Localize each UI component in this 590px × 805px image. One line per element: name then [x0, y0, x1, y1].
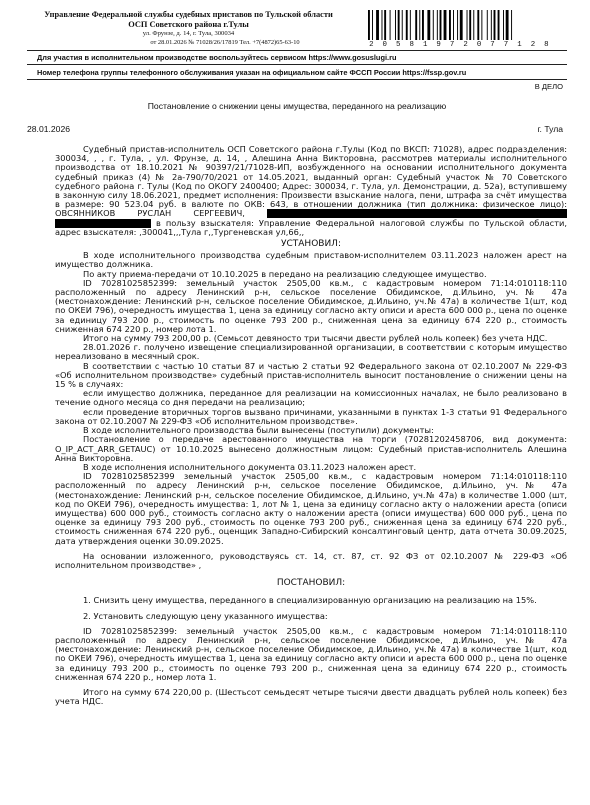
section-heading-postanovil: ПОСТАНОВИЛ:: [276, 578, 346, 589]
barcode-image: [366, 10, 554, 40]
paragraph: если проведение вторичных торгов вызвано причинами, указанными в пунктах 1-3 статьи 91 Федерального закона от 02.10.2007 № 229-ФЗ «Об исполнительном производстве».: [55, 406, 567, 426]
property-item: ID 70281025852399 земельный участок 2505,00 кв.м., с кадастровым номером 71:14:010118:110 расположенный по адресу Ленинский р-н, сельское поселение Обидимское, д.Ильино, уч.№ 47а (местонахождение: Ленинский р-н, сельское поселение Обидимское, д.Ильино, уч.№ 47а) в количестве 1.000 (шт, код по ОКЕИ 796), очередность имущества: 1, лот № 1, цена за единицу согласно акту о наложении ареста (описи имущества) 600 000 руб., стоимость согласно акту о наложении ареста (описи имущества) 600 000 руб., цена по оценке за единицу 793 200 руб., стоимость по оценке 793 200 руб., сниженная цена за единицу 674 220 руб., стоимость сниженная 674 220 руб., оценщик Западно-Сибирский консалтинговый центр, дата отчета 30.09.2025, дата утверждения оценки 30.09.2025.: [55, 471, 567, 546]
gosuslugi-notice: Для участия в исполнительном производстве воспользуйтесь сервисом https://www.gosuslugi.ru: [37, 53, 397, 62]
debtor-name: ОВСЯННИКОВ РУСЛАН СЕРГЕЕВИЧ,: [55, 208, 245, 219]
claimant-text: в пользу взыскателя: Управление Федеральной налоговой службы по Тульской области, адрес взыскателя: ,300041,,,Тула г,,Тургеневская ул,66,,: [55, 217, 568, 237]
paragraph: В соответствии с частью 10 статьи 87 и частью 2 статьи 92 Федерального закона от 02.10.2007 № 229-ФЗ «Об исполнительном производстве» судебный пристав-исполнитель выносит постановление о снижении цены на 15 % в случаях:: [55, 360, 567, 390]
notice-divider: [27, 64, 567, 65]
notice-divider-2: [27, 79, 567, 80]
intro-text: Судебный пристав-исполнитель ОСП Советского района г.Тулы (Код по ВКСП: 71028), адрес подразделения: 300034, , , г. Тула, , ул. Фрунзе, д. 14, , Алешина Анна Викторовна, рассмотрев материалы исполнительного производства от 18.10.2021 № 90397/21/71028-ИП, возбужденного на основании исполнительного документа судебный приказ (4) № 2а-790/70/2021 от 14.05.2021, выданный орган: Судебный участок № 70 Советского судебного района г. Тулы (Код по ОКОГУ 2400400; Адрес: 300034, г. Тула, ул. Демонстрации, д. 52а), вступившему в законную силу 18.06.2021, предмет исполнения: Произвести взыскание налога, пени, штрафа за счёт имущества в размере: 90 523.04 руб. в валюте по ОКВ: 643, в отношении должника (тип должника: физическое лицо):: [55, 144, 567, 210]
paragraph: В ходе исполнения исполнительного документа 03.11.2023 наложен арест.: [83, 461, 417, 472]
paragraph: По акту приема-передачи от 10.10.2025 в передано на реализацию следующее имущество.: [83, 268, 487, 279]
property-item: ID 70281025852399: земельный участок 2505,00 кв.м., с кадастровым номером 71:14:010118:110 расположенный по адресу Ленинский р-н, сельское поселение Обидимское, д.Ильино, уч.№ 47а (местонахождение: Ленинский р-н, сельское поселение Обидимское, д.Ильино, уч.№ 47а) в количестве 1(шт, код по ОКЕИ 796), очередность имущества 1, цена за единицу согласно акту описи и ареста 600 000 р., цена по оценке за единицу 793 200 р., стоимость по оценке 793 200 р., сниженная цена за единицу 674 220 р., стоимость сниженная 674 220 р., номер лота 1.: [55, 625, 567, 682]
paragraph: В ходе исполнительного производства были вынесены (поступили) документы:: [83, 425, 434, 436]
org-name-line: Управление Федеральной службы судебных приставов по Тульской области: [44, 10, 333, 19]
phone-group-notice: Номер телефона группы телефонного обслуживания указан на официальном сайте ФССП России https://fssp.gov.ru: [37, 68, 467, 77]
document-date: 28.01.2026: [27, 124, 71, 134]
paragraph: Постановление о передаче арестованного имущества на торги (70281202458706, вид документа: O_IP_ACT_ARR_GETAUC) от 10.10.2025 вынесено должностным лицом: Судебный пристав-исполнитель Алешина Анна Викторовна.: [55, 434, 567, 463]
paragraph: если имущество должника, переданное для реализации на комиссионных началах, не было реализовано в течение одного месяца со дня передачи на реализацию;: [55, 388, 567, 408]
paragraph: Итого на сумму 793 200,00 р. (Семьсот девяносто три тысячи двести рублей ноль копеек) без учета НДС.: [83, 333, 548, 344]
barcode-number: 2 0 5 8 1 9 7 2 0 7 7 1 2 8: [369, 41, 551, 49]
paragraph: В ходе исполнительного производства судебным приставом-исполнителем 03.11.2023 наложен арест на имущество должника.: [55, 250, 567, 270]
document-title: Постановление о снижении цены имущества, переданного на реализацию: [147, 101, 447, 111]
document-body: [55, 145, 567, 706]
paragraph: 28.01.2026 г. получено извещение специализированной организации, в соответствии с которым имущество нереализовано в месячный срок.: [55, 342, 567, 362]
property-item: ID 70281025852399: земельный участок 2505,00 кв.м., с кадастровым номером 71:14:010118:110 расположенный по адресу Ленинский р-н, сельское поселение Обидимское, д.Ильино, уч.№ 47а (местонахождение: Ленинский р-н, сельское поселение Обидимское, д.Ильино, уч.№ 47а) в количестве 1(шт, код по ОКЕИ 796), очередность имущества 1, цена за единицу согласно акту описи и ареста 600 000 р., цена по оценке за единицу 793 200 р., стоимость по оценке 793 200 р., сниженная цена за единицу 674 220 р., стоимость сниженная 674 220 р., номер лота 1.: [55, 277, 567, 334]
v-delo-stamp: В ДЕЛО: [534, 82, 563, 91]
paragraph: Итого на сумму 674 220,00 р. (Шестьсот семьдесят четыре тысячи двести двадцать рублей ноль копеек) без учета НДС.: [55, 686, 567, 707]
intro-paragraph: [55, 145, 567, 237]
department-name: ОСП Советского района г.Тулы: [128, 20, 249, 29]
header-divider: [27, 50, 567, 51]
paragraph: На основании изложенного, руководствуясь ст. 14, ст. 87, ст. 92 ФЗ от 02.10.2007 № 229-ФЗ «Об исполнительном производстве» ,: [55, 550, 567, 570]
resolution-item: 1. Снизить цену имущества, переданного в специализированную организацию на реализацию на 15%.: [83, 595, 537, 606]
doc-date-number-phone: от 28.01.2026 № 71028/26/17819 Тел. +7(4872)65-63-10: [150, 39, 300, 46]
resolution-item: 2. Установить следующую цену указанного имущества:: [83, 610, 328, 621]
department-address: ул. Фрунзе, д. 14, г. Тула, 300034: [142, 30, 235, 37]
document-city: г. Тула: [537, 124, 563, 134]
section-heading-ustanovil: УСТАНОВИЛ:: [281, 239, 341, 250]
